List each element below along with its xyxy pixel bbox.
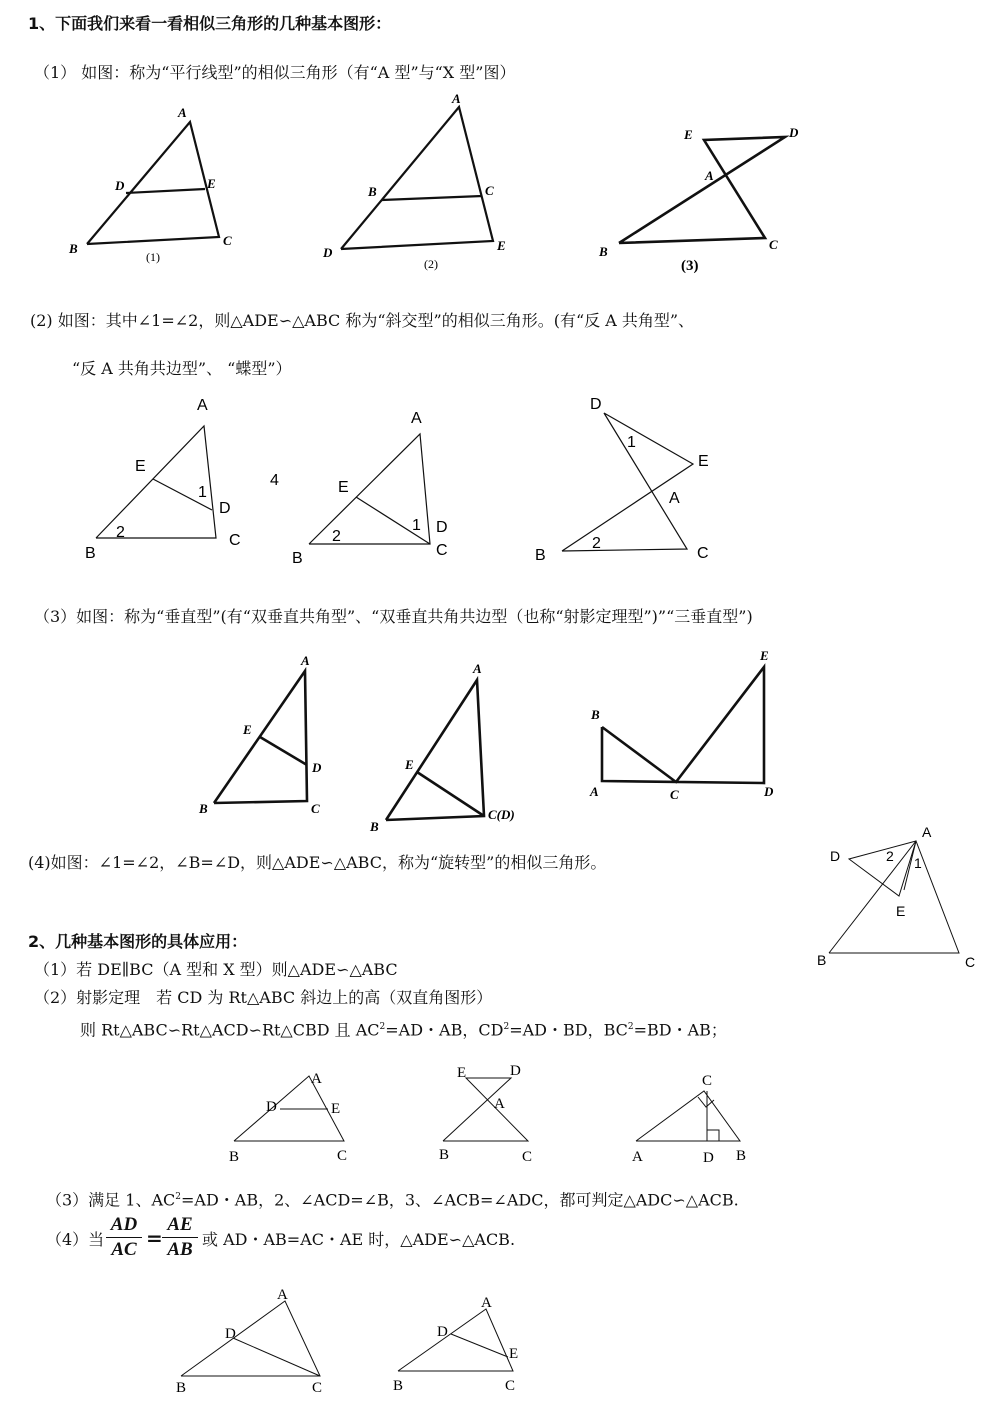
label-b: B xyxy=(229,1149,240,1165)
label-d: D xyxy=(510,1063,521,1079)
label-a: A xyxy=(632,1149,643,1165)
label-b: B xyxy=(439,1147,450,1163)
label-e: E xyxy=(698,453,709,470)
label-c: C xyxy=(312,1380,323,1396)
label-e: E xyxy=(338,479,349,496)
label-a: A xyxy=(301,653,310,668)
section1-title: 1、下面我们来看一看相似三角形的几种基本图形： xyxy=(28,14,392,33)
label-c: C xyxy=(769,237,778,252)
label-1: 1 xyxy=(627,434,636,451)
label-c-d: C(D) xyxy=(488,807,515,822)
caption-3: (3) xyxy=(681,258,699,274)
application-line-2: （2）射影定理 若 CD 为 Rt△ABC 斜边上的高（双直角图形） xyxy=(34,988,493,1007)
label-e: E xyxy=(207,176,216,191)
label-2: 2 xyxy=(116,524,125,541)
label-2: 2 xyxy=(332,528,341,545)
label-e: E xyxy=(760,648,769,663)
label-a: A xyxy=(178,105,187,120)
application-line-4: （3）满足 1、$AC^2=AD$・AB，2、∠ACD=∠B，3、∠ACB=∠ADC，都可判定△ADC∽△ACB. xyxy=(46,1190,739,1210)
application-line-5: 或 AD・AB=AC・AE 时，△ADE∽△ACB. xyxy=(202,1230,516,1249)
label-b: B xyxy=(69,241,78,256)
label-b: B xyxy=(535,547,546,564)
label-d: D xyxy=(312,760,322,775)
label-1: 1 xyxy=(914,855,922,871)
figure-app-reverse-a xyxy=(398,1309,513,1371)
label-b: B xyxy=(85,545,96,562)
paragraph-oblique-type: (2) 如图：其中∠1=∠2，则△ADE∽△ABC 称为“斜交型”的相似三角形。(有“反 A 共角型”、 xyxy=(30,311,695,330)
label-c: C xyxy=(337,1148,348,1164)
label-a: A xyxy=(277,1287,288,1303)
label-2: 2 xyxy=(886,848,894,864)
label-a: A xyxy=(311,1071,322,1087)
label-a: A xyxy=(705,168,714,183)
label-e: E xyxy=(509,1346,519,1362)
label-c: C xyxy=(702,1073,713,1089)
label-4: 4 xyxy=(270,472,279,489)
label-e: E xyxy=(405,757,414,772)
label-c: C xyxy=(485,183,494,198)
label-a: A xyxy=(922,824,932,840)
label-d: D xyxy=(703,1150,714,1166)
label-1: 1 xyxy=(412,517,421,534)
label-d: D xyxy=(225,1326,236,1342)
label-e: E xyxy=(457,1065,467,1081)
equals-sign: = xyxy=(146,1226,163,1250)
label-d: D xyxy=(764,784,774,799)
label-c: C xyxy=(229,532,241,549)
label-a: A xyxy=(411,410,422,427)
label-c: C xyxy=(965,954,976,970)
label-1: 1 xyxy=(198,484,207,501)
fraction-ad-ac: AD AC xyxy=(106,1214,142,1261)
label-b: B xyxy=(368,184,377,199)
label-d: D xyxy=(590,396,602,413)
label-e: E xyxy=(684,127,693,142)
paragraph-rotation-type: (4)如图：∠1=∠2，∠B=∠D，则△ADE∽△ABC，称为“旋转型”的相似三角形。 xyxy=(28,853,607,872)
application-line-1: （1）若 DE∥BC（A 型和 X 型）则△ADE∽△ABC xyxy=(34,960,398,979)
label-e: E xyxy=(135,458,146,475)
paragraph-oblique-subtypes: “反 A 共角共边型”、 “蝶型”） xyxy=(72,359,292,378)
paragraph-parallel-type: （1） 如图：称为“平行线型”的相似三角形（有“A 型”与“X 型”图） xyxy=(34,63,516,82)
label-d: D xyxy=(830,848,841,864)
label-a: A xyxy=(590,784,599,799)
label-e: E xyxy=(331,1101,341,1117)
label-b: B xyxy=(393,1378,404,1394)
label-c: C xyxy=(697,545,709,562)
label-c: C xyxy=(436,542,448,559)
caption-1: (1) xyxy=(146,250,160,264)
label-c: C xyxy=(505,1378,516,1394)
label-c: C xyxy=(522,1149,533,1165)
label-e: E xyxy=(243,722,252,737)
label-a: A xyxy=(481,1295,492,1311)
label-e: E xyxy=(896,903,906,919)
label-d: D xyxy=(789,125,799,140)
label-b: B xyxy=(591,707,600,722)
label-a: A xyxy=(494,1096,505,1112)
section2-title: 2、几种基本图形的具体应用： xyxy=(28,932,248,951)
label-b: B xyxy=(736,1148,747,1164)
label-b: B xyxy=(176,1380,187,1396)
label-c: C xyxy=(311,801,320,816)
caption-2: (2) xyxy=(424,257,438,271)
label-b: B xyxy=(199,801,208,816)
label-b: B xyxy=(817,952,827,968)
fraction-ae-ab: AE AB xyxy=(162,1214,198,1261)
label-c: C xyxy=(223,233,232,248)
label-d: D xyxy=(323,245,333,260)
label-a: A xyxy=(197,397,208,414)
label-b: B xyxy=(292,550,303,567)
label-d: D xyxy=(219,500,231,517)
label-a: A xyxy=(452,91,461,106)
label-b: B xyxy=(370,819,379,834)
label-a: A xyxy=(473,661,482,676)
label-d: D xyxy=(266,1099,277,1115)
label-b: B xyxy=(599,244,608,259)
label-d: D xyxy=(436,519,448,536)
application-line-3: 则 Rt△ABC∽Rt△ACD∽Rt△CBD 且 $AC^2=AD$・AB，$CD^2=AD$・BD，$BC^2=BD$・AB； xyxy=(80,1020,727,1040)
application-line-5-prefix: （4）当 xyxy=(46,1230,105,1249)
label-a: A xyxy=(669,490,680,507)
paragraph-perpendicular-type: （3）如图：称为“垂直型”(有“双垂直共角型”、“双垂直共角共边型（也称“射影定理型”)”“三垂直型”) xyxy=(34,607,753,626)
label-d: D xyxy=(437,1324,448,1340)
label-d: D xyxy=(115,178,125,193)
figure-app-common-angle xyxy=(181,1301,320,1376)
label-e: E xyxy=(497,238,506,253)
label-c: C xyxy=(670,787,679,802)
label-2: 2 xyxy=(592,535,601,552)
